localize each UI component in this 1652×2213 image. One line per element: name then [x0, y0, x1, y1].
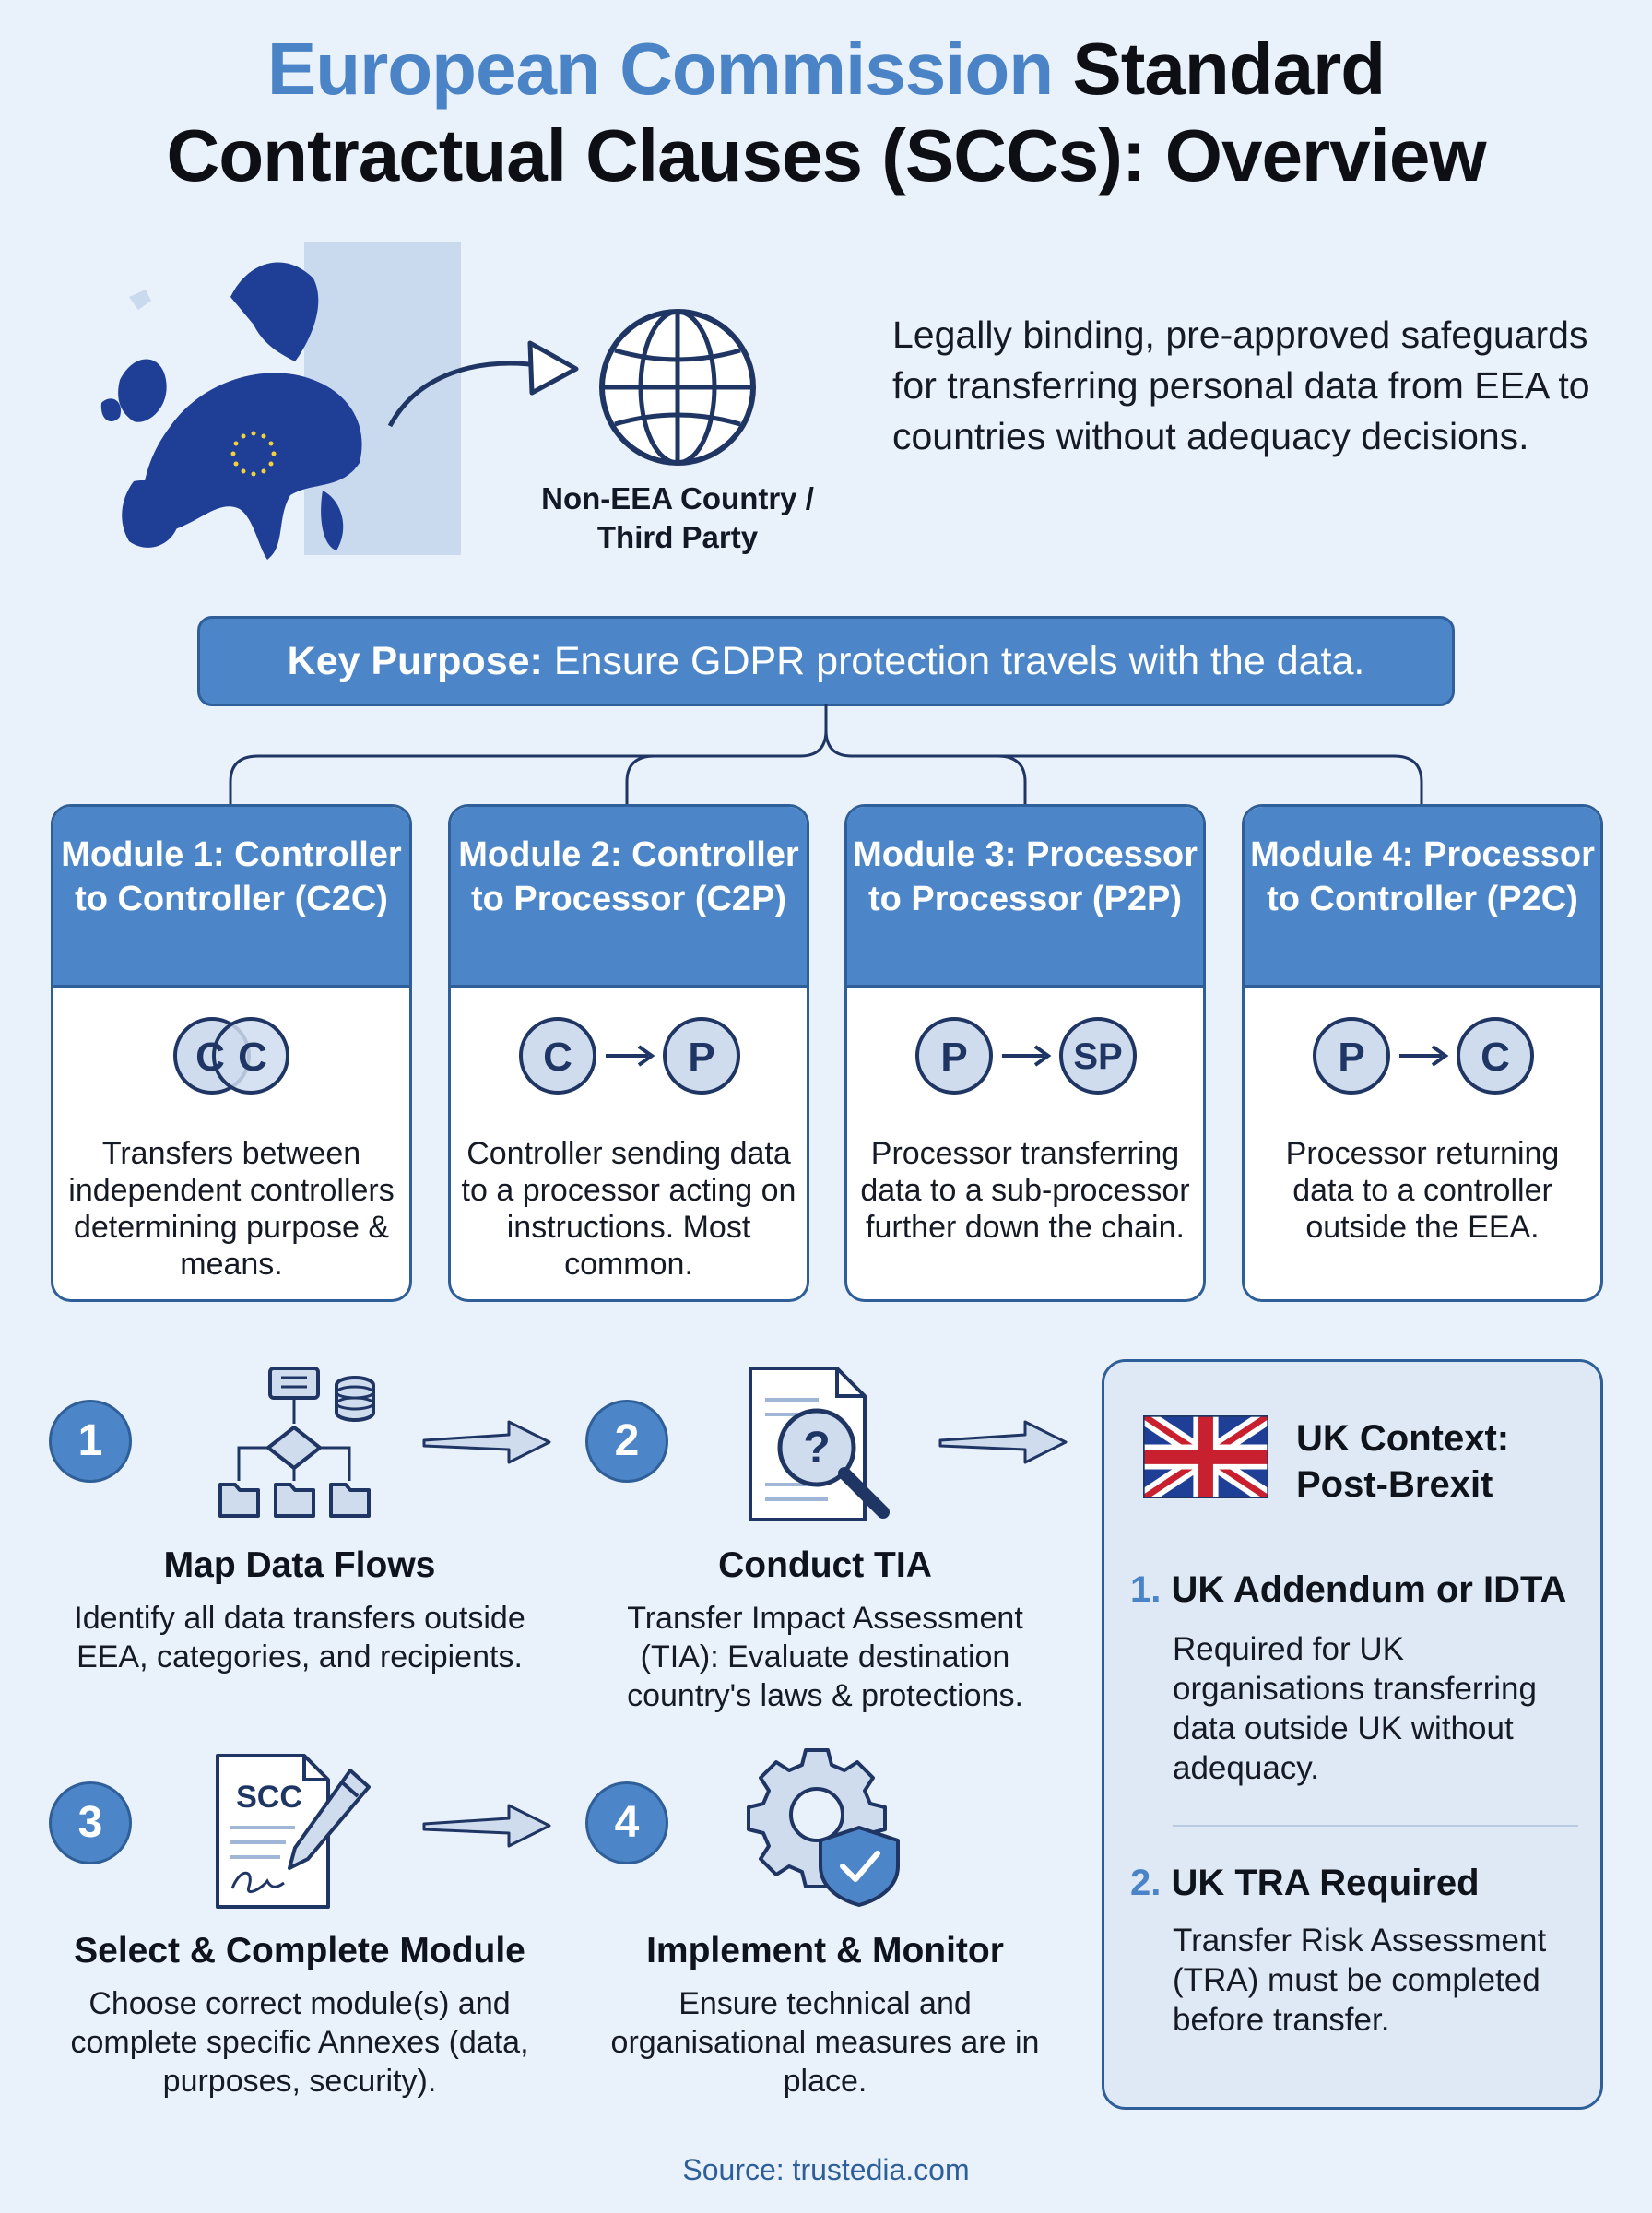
uk-item-title-1	[1130, 1567, 1591, 1613]
svg-text:?: ?	[803, 1424, 831, 1473]
processor-to-subprocessor-icon	[847, 988, 1203, 1135]
title-line2: Contractual Clauses (SCCs): Overview	[166, 114, 1486, 196]
to-role: P	[688, 1035, 715, 1080]
module-title: Module 4: Processor to Controller (P2C)	[1245, 807, 1600, 988]
to-role: C	[238, 1035, 267, 1080]
uk-item-label-1: UK Addendum or IDTA	[1171, 1569, 1567, 1610]
signed-contract-icon	[212, 1750, 378, 1911]
uk-context-panel	[1102, 1359, 1603, 2110]
source-footer: Source: trustedia.com	[682, 2153, 970, 2186]
to-role: SP	[1073, 1036, 1123, 1077]
transfer-arrow-icon	[383, 334, 585, 444]
intro-description: Legally binding, pre-approved safeguards for transferring personal data from EEA to countries without adequacy decisions.	[892, 314, 1590, 457]
step-title-2: Conduct TIA	[718, 1545, 932, 1585]
uk-item-description-1: Required for UK organisations transferring data outside UK without adequacy.	[1173, 1631, 1537, 1786]
module-title: Module 3: Processor to Processor (P2P)	[847, 807, 1203, 988]
page-title	[0, 26, 1652, 199]
from-role: P	[940, 1035, 968, 1080]
module-card-1	[51, 804, 412, 1302]
step-description-1: Identify all data transfers outside EEA, categories, and recipients.	[74, 1601, 525, 1675]
flow-arrow-1	[420, 1414, 554, 1470]
to-role: C	[1481, 1035, 1510, 1080]
flow-arrow-3	[420, 1798, 554, 1853]
module-description: Transfers between independent controllers determining purpose & means.	[68, 1136, 395, 1282]
step-title-4: Implement & Monitor	[646, 1931, 1004, 1970]
step-number-2: 2	[585, 1400, 668, 1483]
module-description: Controller sending data to a processor acting on instructions. Most common.	[461, 1136, 796, 1282]
step-description-4: Ensure technical and organisational measures are in place.	[610, 1986, 1040, 2099]
key-purpose-label: Key Purpose:	[287, 639, 543, 683]
module-card-3	[844, 804, 1206, 1302]
step-title-3: Select & Complete Module	[74, 1931, 525, 1970]
module-description: Processor returning data to a controller outside the EEA.	[1285, 1136, 1560, 1245]
step-description-2: Transfer Impact Assessment (TIA): Evaluate destination country's laws & protections.	[627, 1601, 1023, 1713]
uk-item-label-2: UK TRA Required	[1171, 1863, 1480, 1903]
step-number-1: 1	[49, 1400, 132, 1483]
uk-item-number-2: 2.	[1130, 1863, 1162, 1903]
uk-context-title: UK Context: Post-Brexit	[1296, 1418, 1510, 1505]
key-purpose-text: Ensure GDPR protection travels with the data.	[553, 639, 1365, 683]
title-accent: European Commission	[266, 28, 1054, 110]
document-search-icon	[745, 1363, 911, 1524]
uk-item-title-2	[1130, 1860, 1591, 1906]
destination-label: Non-EEA Country / Third Party	[541, 481, 814, 554]
uk-item-description-2: Transfer Risk Assessment (TRA) must be completed before transfer.	[1173, 1923, 1547, 2038]
step-number-3: 3	[49, 1781, 132, 1864]
contract-label: SCC	[236, 1780, 302, 1815]
from-role: C	[543, 1035, 572, 1080]
key-purpose-banner	[197, 616, 1455, 706]
module-connectors	[0, 704, 1652, 815]
controller-overlap-icon	[53, 988, 409, 1135]
module-card-2	[448, 804, 809, 1302]
data-flow-icon	[207, 1363, 383, 1520]
processor-to-controller-icon	[1245, 988, 1600, 1135]
title-rest: Standard	[1072, 28, 1386, 110]
module-title: Module 2: Controller to Processor (C2P)	[451, 807, 807, 988]
controller-to-processor-icon	[451, 988, 807, 1135]
from-role: P	[1338, 1035, 1365, 1080]
gear-shield-icon	[745, 1743, 911, 1909]
flow-arrow-2	[937, 1414, 1070, 1470]
from-role: C	[195, 1035, 225, 1080]
uk-item-number-1: 1.	[1130, 1569, 1162, 1610]
module-title: Module 1: Controller to Controller (C2C)	[53, 807, 409, 988]
globe-icon	[595, 304, 761, 470]
step-title-1: Map Data Flows	[163, 1545, 436, 1585]
step-description-3: Choose correct module(s) and complete specific Annexes (data, purposes, security).	[70, 1986, 529, 2099]
module-card-4	[1242, 804, 1603, 1302]
step-number-4: 4	[585, 1781, 668, 1864]
uk-flag-icon	[1143, 1415, 1268, 1498]
uk-divider	[1173, 1825, 1578, 1827]
module-description: Processor transferring data to a sub-processor further down the chain.	[860, 1136, 1190, 1245]
